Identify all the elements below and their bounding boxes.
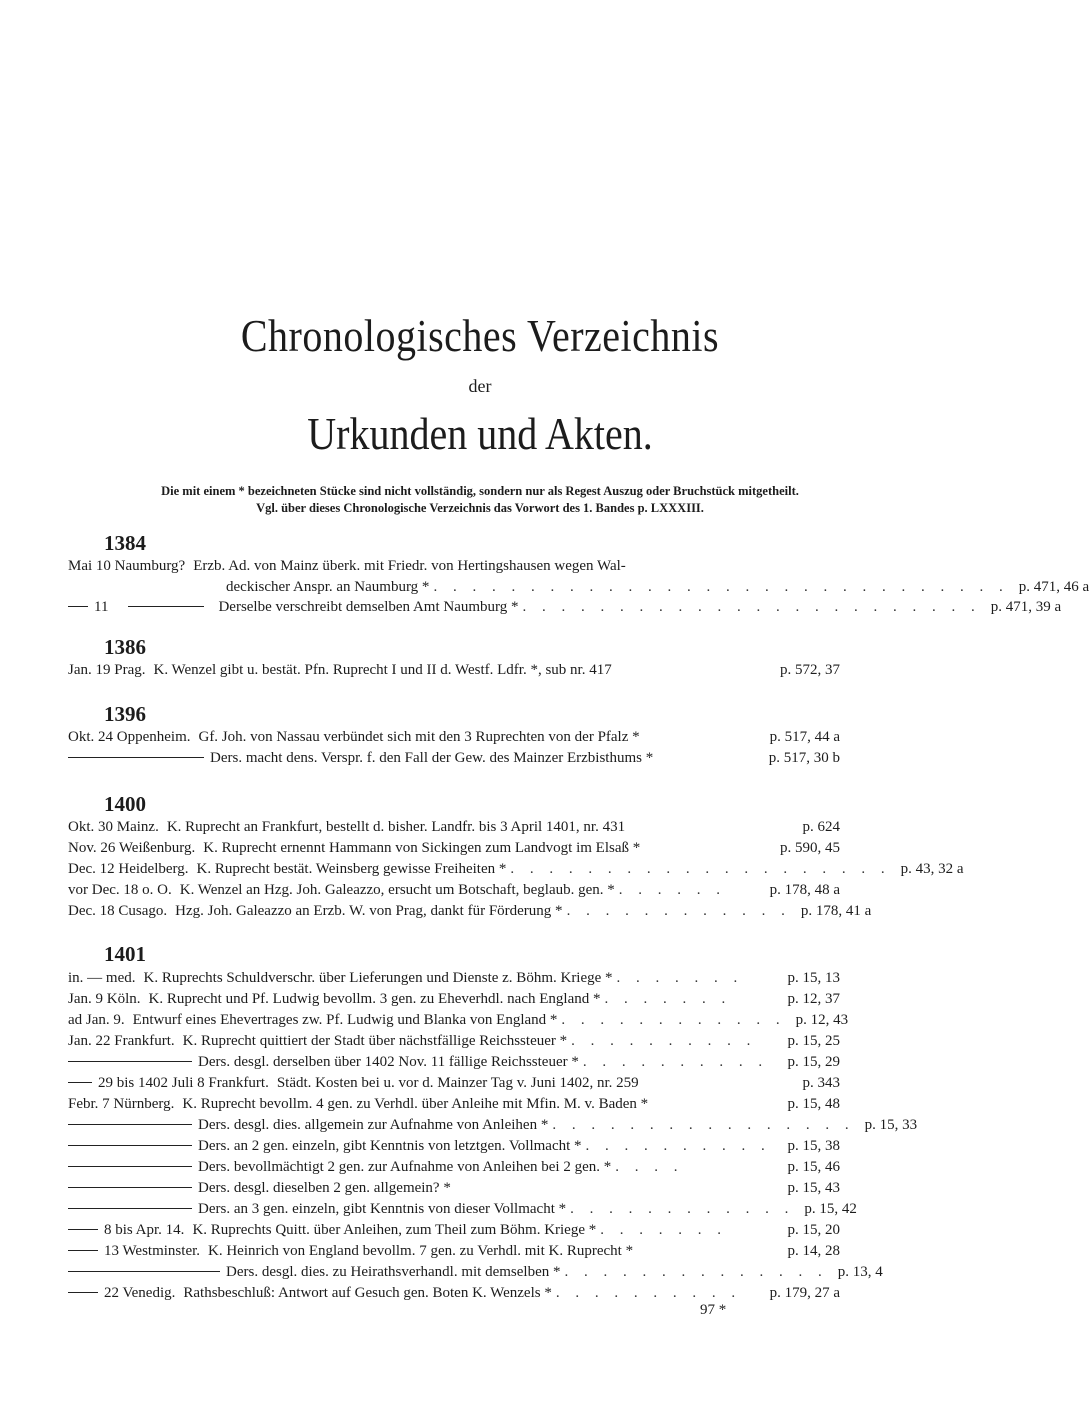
entry-text: Ders. an 2 gen. einzeln, gibt Kenntnis von letztgen. Vollmacht * bbox=[198, 1138, 582, 1154]
entry-text: K. Ruprecht quittiert der Stadt über nächstfällige Reichssteuer * bbox=[182, 1033, 568, 1049]
entry-text: Hzg. Joh. Galeazzo an Erzb. W. von Prag, dankt für Förderung * bbox=[175, 903, 563, 919]
leader-dots: . . . . . . . . . . . . . . . . . . . . . . . . . . . . . . bbox=[433, 579, 1009, 595]
entry-ref: p. 15, 38 bbox=[787, 1138, 840, 1154]
leader-dots: . . . . . . . . . . bbox=[582, 1054, 769, 1070]
ditto-line bbox=[68, 1271, 220, 1272]
entry-1400-dec-18 bbox=[68, 903, 872, 925]
entry-ref: p. 624 bbox=[802, 819, 840, 835]
entry-date: Okt. 30 Mainz. bbox=[68, 819, 159, 835]
entry-text: K. Ruprecht an Frankfurt, bestellt d. bisher. Landfr. bis 3 April 1401, nr. 431 bbox=[166, 819, 626, 835]
entry-1401-jan-9 bbox=[68, 991, 840, 1013]
entry-1401-ditto-1 bbox=[68, 1054, 840, 1076]
entry-date: Jan. 22 Frankfurt. bbox=[68, 1033, 175, 1049]
entry-ref: p. 572, 37 bbox=[780, 662, 840, 678]
entry-text: Städt. Kosten bei u. vor d. Mainzer Tag v. Juni 1402, nr. 259 bbox=[276, 1075, 639, 1091]
leader-dots: . . . . . . . . . . . . . . . . . . . . . . . . bbox=[522, 599, 981, 615]
entry-text: K. Heinrich von England bevollm. 7 gen. zu Verhdl. mit K. Ruprecht * bbox=[208, 1243, 634, 1259]
entry-1401-febr-7 bbox=[68, 1096, 840, 1118]
entry-ref: p. 12, 43 bbox=[795, 1012, 849, 1028]
entry-ref: p. 517, 30 b bbox=[768, 750, 840, 766]
entry-text: Erzb. Ad. von Mainz überk. mit Friedr. von Hertingshausen wegen Wal- bbox=[193, 558, 626, 574]
entry-ref: p. 14, 28 bbox=[787, 1243, 840, 1259]
note-line-1: Die mit einem * bezeichneten Stücke sind nicht vollständig, sondern nur als Regest Auszug oder Bruchstück mitgetheilt. bbox=[161, 484, 799, 498]
year-heading-1386: 1386 bbox=[104, 635, 146, 659]
entry-date: in. — med. bbox=[68, 970, 136, 986]
entry-date: Jan. 9 Köln. bbox=[68, 991, 141, 1007]
entry-ref: p. 179, 27 a bbox=[769, 1285, 840, 1301]
entry-1401-ditto-7 bbox=[68, 1264, 883, 1286]
entry-text: K. Ruprecht bevollm. 4 gen. zu Verhdl. über Anleihe mit Mfin. M. v. Baden * bbox=[182, 1096, 649, 1112]
entry-date: Nov. 26 Weißenburg. bbox=[68, 840, 196, 856]
leader-dots: . . . . . . . bbox=[600, 1222, 728, 1238]
ditto-line bbox=[68, 1250, 98, 1251]
entry-ref: p. 471, 39 a bbox=[990, 599, 1062, 615]
leader-dots: . . . . . . . . . . . . bbox=[570, 1201, 795, 1217]
entry-date: Mai 10 Naumburg? bbox=[68, 558, 186, 574]
entry-text: K. Ruprechts Schuldverschr. über Lieferungen und Dienste z. Böhm. Kriege * bbox=[143, 970, 613, 986]
leader-dots: . . . . . . . . . . . . . . . . bbox=[552, 1117, 855, 1133]
entry-date: 13 Westminster. bbox=[104, 1243, 201, 1259]
entry-date: Febr. 7 Nürnberg. bbox=[68, 1096, 175, 1112]
entry-ref: p. 15, 42 bbox=[804, 1201, 857, 1217]
entry-text: K. Ruprecht und Pf. Ludwig bevollm. 3 gen. zu Eheverhdl. nach England * bbox=[148, 991, 601, 1007]
entry-date: Jan. 19 Prag. bbox=[68, 662, 146, 678]
year-heading-1401: 1401 bbox=[104, 942, 146, 966]
entry-text: K. Ruprechts Quitt. über Anleihen, zum Theil zum Böhm. Kriege * bbox=[192, 1222, 597, 1238]
entry-text: Gf. Joh. von Nassau verbündet sich mit den 3 Ruprechten von der Pfalz * bbox=[198, 729, 640, 745]
entry-1384-mai-10 bbox=[68, 558, 840, 580]
entry-1400-okt-30 bbox=[68, 819, 840, 841]
entry-ref: p. 15, 46 bbox=[787, 1159, 840, 1175]
entry-date: 11 bbox=[94, 599, 109, 615]
entry-ref: p. 178, 48 a bbox=[769, 882, 840, 898]
entry-1401-ditto-4 bbox=[68, 1159, 840, 1181]
note-line-2: Vgl. über dieses Chronologische Verzeichnis das Vorwort des 1. Bandes p. LXXXIII. bbox=[256, 501, 704, 515]
entry-ref: p. 43, 32 a bbox=[900, 861, 964, 877]
entry-1401-ditto-2 bbox=[68, 1117, 918, 1139]
entry-ref: p. 15, 33 bbox=[864, 1117, 918, 1133]
entry-text: Derselbe verschreibt demselben Amt Naumburg * bbox=[218, 599, 519, 615]
title-connector: der bbox=[468, 376, 492, 396]
entry-1401-jan-22 bbox=[68, 1033, 840, 1055]
year-heading-1396: 1396 bbox=[104, 702, 146, 726]
entry-text: K. Wenzel an Hzg. Joh. Galeazzo, ersucht um Botschaft, beglaub. gen. * bbox=[179, 882, 615, 898]
entry-ref: p. 12, 37 bbox=[787, 991, 840, 1007]
ditto-line bbox=[68, 1292, 98, 1293]
entry-1400-nov-26 bbox=[68, 840, 840, 862]
entry-text: Ders. desgl. dies. zu Heirathsverhandl. mit demselben * bbox=[226, 1264, 561, 1280]
entry-1400-vor-dec-18 bbox=[68, 882, 840, 904]
entry-text: Ders. desgl. dieselben 2 gen. allgemein? * bbox=[198, 1180, 451, 1196]
leader-dots: . . . . . . . . . . . . bbox=[566, 903, 791, 919]
leader-dots: . . . . . . . . . . . . . . . . . . . . bbox=[510, 861, 891, 877]
entry-text: Ders. bevollmächtigt 2 gen. zur Aufnahme von Anleihen bei 2 gen. * bbox=[198, 1159, 612, 1175]
entry-text: Ders. an 3 gen. einzeln, gibt Kenntnis von dieser Vollmacht * bbox=[198, 1201, 567, 1217]
ditto-line bbox=[68, 757, 204, 758]
entry-ref: p. 178, 41 a bbox=[800, 903, 872, 919]
entry-text: Ders. desgl. dies. allgemein zur Aufnahme von Anleihen * bbox=[198, 1117, 549, 1133]
ditto-line bbox=[68, 1124, 192, 1125]
entry-ref: p. 15, 48 bbox=[787, 1096, 840, 1112]
entry-ref: p. 517, 44 a bbox=[769, 729, 840, 745]
entry-text: K. Wenzel gibt u. bestät. Pfn. Ruprecht I und II d. Westf. Ldfr. *, sub nr. 417 bbox=[153, 662, 612, 678]
ditto-line bbox=[68, 1229, 98, 1230]
entry-date: Dec. 18 Cusago. bbox=[68, 903, 168, 919]
ditto-line bbox=[68, 1145, 192, 1146]
entry-1401-13 bbox=[68, 1243, 840, 1265]
entry-date: 22 Venedig. bbox=[104, 1285, 176, 1301]
entry-date: ad Jan. 9. bbox=[68, 1012, 125, 1028]
entry-date: vor Dec. 18 o. O. bbox=[68, 882, 172, 898]
entry-1401-ad-jan-9 bbox=[68, 1012, 849, 1034]
entry-date: 8 bis Apr. 14. bbox=[104, 1222, 185, 1238]
entry-ref: p. 15, 25 bbox=[787, 1033, 840, 1049]
entry-text: Rathsbeschluß: Antwort auf Gesuch gen. Boten K. Wenzels * bbox=[183, 1285, 552, 1301]
leader-dots: . . . . . . . . . . bbox=[571, 1033, 757, 1049]
entry-1396-okt-24 bbox=[68, 729, 840, 751]
year-heading-1384: 1384 bbox=[104, 531, 146, 555]
entry-text-cont: deckischer Anspr. an Naumburg * bbox=[226, 579, 430, 595]
entry-text: Entwurf eines Ehevertrages zw. Pf. Ludwig und Blanka von England * bbox=[132, 1012, 558, 1028]
entry-ref: p. 343 bbox=[802, 1075, 840, 1091]
entry-1401-in-med bbox=[68, 970, 840, 992]
ditto-line bbox=[128, 606, 204, 607]
entry-date: 29 bis 1402 Juli 8 Frankfurt. bbox=[98, 1075, 269, 1091]
ditto-line bbox=[68, 606, 88, 607]
ditto-line bbox=[68, 1082, 92, 1083]
ditto-line bbox=[68, 1208, 192, 1209]
year-heading-1400: 1400 bbox=[104, 792, 146, 816]
entry-1401-8-bis-apr-14 bbox=[68, 1222, 840, 1244]
entry-text: K. Ruprecht ernennt Hammann von Sickingen zum Landvogt im Elsaß * bbox=[203, 840, 641, 856]
leader-dots: . . . . . . . . . . . . . . bbox=[564, 1264, 828, 1280]
entry-ref: p. 590, 45 bbox=[780, 840, 840, 856]
leader-dots: . . . . . . . bbox=[616, 970, 744, 986]
entry-1401-29 bbox=[68, 1075, 840, 1097]
page-title: Chronologisches Verzeichnis bbox=[240, 309, 720, 362]
leader-dots: . . . . . . . bbox=[604, 991, 732, 1007]
entry-ref: p. 15, 20 bbox=[787, 1222, 840, 1238]
entry-ref: p. 15, 13 bbox=[787, 970, 840, 986]
entry-1386-jan-19 bbox=[68, 662, 840, 684]
ditto-line bbox=[68, 1187, 192, 1188]
entry-1400-dec-12 bbox=[68, 861, 964, 883]
entry-text: K. Ruprecht bestät. Weinsberg gewisse Freiheiten * bbox=[196, 861, 507, 877]
ditto-line bbox=[68, 1061, 192, 1062]
entry-1401-ditto-5 bbox=[68, 1180, 840, 1202]
entry-text: Ders. macht dens. Verspr. f. den Fall der Gew. des Mainzer Erzbisthums * bbox=[210, 750, 654, 766]
entry-ref: p. 13, 4 bbox=[837, 1264, 883, 1280]
leader-dots: . . . . . . . . . . bbox=[555, 1285, 742, 1301]
ditto-line bbox=[68, 1166, 192, 1167]
leader-dots: . . . . . . bbox=[618, 882, 727, 898]
page-subtitle: Urkunden und Akten. bbox=[307, 407, 653, 460]
entry-1384-mai-10-cont bbox=[226, 579, 1089, 601]
entry-1401-ditto-6 bbox=[68, 1201, 857, 1223]
entry-ref: p. 15, 43 bbox=[787, 1180, 840, 1196]
leader-dots: . . . . . . . . . . . . bbox=[561, 1012, 786, 1028]
entry-1401-ditto-3 bbox=[68, 1138, 840, 1160]
entry-1396-ditto bbox=[68, 750, 840, 772]
entry-date: Dec. 12 Heidelberg. bbox=[68, 861, 189, 877]
leader-dots: . . . . bbox=[615, 1159, 684, 1175]
entry-ref: p. 15, 29 bbox=[787, 1054, 840, 1070]
entry-1384-11 bbox=[68, 599, 1062, 621]
entry-ref: p. 471, 46 a bbox=[1018, 579, 1089, 595]
entry-text: Ders. desgl. derselben über 1402 Nov. 11 fällige Reichssteuer * bbox=[198, 1054, 579, 1070]
leader-dots: . . . . . . . . . . bbox=[585, 1138, 771, 1154]
page-number: 97 * bbox=[700, 1302, 727, 1318]
entry-date: Okt. 24 Oppenheim. bbox=[68, 729, 191, 745]
